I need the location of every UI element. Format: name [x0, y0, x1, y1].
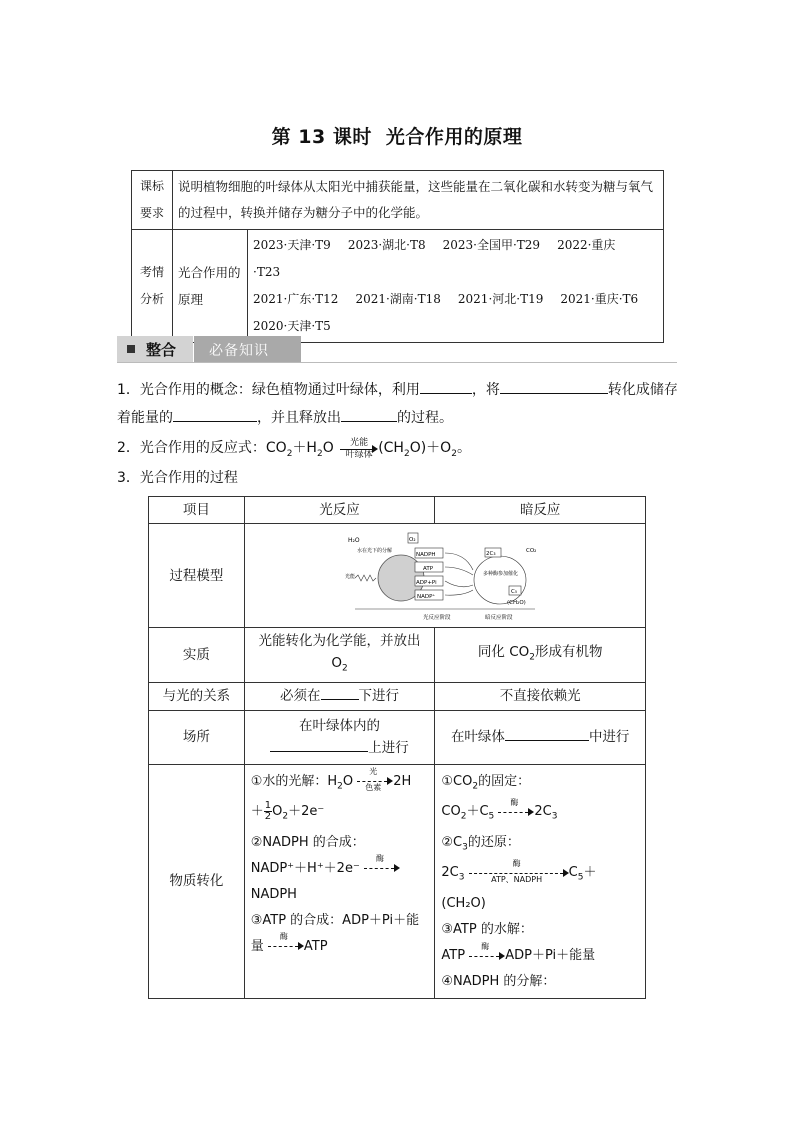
header-item: 项目 — [149, 497, 245, 524]
exam-ref: 2021·重庆·T6 — [560, 292, 639, 306]
matter-light: ①水的光解：$H_2O$ 光 色素 2H ＋ $\frac{1}{2}$ $O_2+2e^-$ ②NADPH 的合成： NADP⁺＋H⁺＋2e⁻ 酶 NADPH ③ATP 的合成：ADP＋Pi＋能 量 酶 ATP — [244, 764, 435, 998]
diagram-stage-dark: 暗反应阶段 — [484, 614, 513, 621]
diagram-water-note: 水在光下的分解 — [356, 547, 392, 554]
curriculum-text: 说明植物细胞的叶绿体从太阳光中捕获能量，这些能量在二氧化碳和水转变为糖与氧气的过程中，转换并储存为糖分子中的化学能。 — [173, 171, 664, 230]
row-label-model: 过程模型 — [149, 524, 245, 628]
row-label-essence: 实质 — [149, 628, 245, 683]
exam-analysis-topic: 光合作用的原理 — [173, 230, 248, 343]
exam-ref: 2023·天津·T9 — [253, 238, 331, 252]
header-light: 光反应 — [244, 497, 435, 524]
exam-refs — [248, 230, 664, 343]
process-diagram-cell — [244, 524, 645, 628]
diagram-light: 光能 — [344, 573, 355, 580]
blank[interactable] — [420, 379, 472, 394]
site-light: 在叶绿体内的 上进行 — [244, 710, 435, 764]
row-label-relation: 与光的关系 — [149, 682, 245, 710]
item-2-equation: 2．光合作用的反应式：$CO_2+H_2O$ 光能 叶绿体 $(CH_2O)+O_2$。 — [117, 438, 471, 460]
diagram-ch2o: (CH₂O) — [506, 599, 526, 606]
info-table — [131, 170, 664, 343]
banner-sub-label: 必备知识 — [209, 343, 269, 359]
banner-right — [194, 336, 301, 362]
relation-light: 必须在 下进行 — [244, 682, 435, 710]
banner-main-label: 整合 — [146, 341, 177, 359]
exam-ref: 2023·全国甲·T29 — [442, 238, 541, 252]
lesson-number: 第 13 课时 — [271, 126, 372, 148]
matter-dark: $①CO_2$的固定： $CO_2+C_5$ 酶 $2C_3$ $②C_3$的还原： $2C_3$ 酶 ATP、NADPH $C_5+$ (CH₂O) ③ATP 的水解： ATP 酶 ADP＋Pi＋能量 ④NADPH 的分解： — [435, 764, 646, 998]
essence-dark: 同化 $CO_2$形成有机物 — [435, 628, 646, 683]
diagram-o2: O₂ — [408, 536, 416, 543]
row-label-site: 场所 — [149, 710, 245, 764]
relation-dark: 不直接依赖光 — [435, 682, 646, 710]
item-1-line-1: 1．光合作用的概念：绿色植物通过叶绿体，利用 ，将 转化成储存 — [117, 379, 678, 401]
banner-square-icon — [127, 345, 135, 353]
diagram-atp: ATP — [422, 565, 433, 572]
diagram-adp: ADP+Pi — [415, 579, 437, 586]
lesson-topic: 光合作用的原理 — [385, 126, 523, 148]
blank[interactable] — [500, 379, 608, 394]
blank[interactable] — [321, 685, 359, 700]
site-dark: 在叶绿体 中进行 — [435, 710, 646, 764]
photosynthesis-diagram — [345, 530, 545, 622]
diagram-enzyme: 多种酶参加催化 — [482, 570, 518, 577]
diagram-nadp: NADP⁺ — [416, 593, 436, 600]
exam-ref: 2021·广东·T12 — [253, 292, 339, 306]
section-banner — [117, 336, 301, 362]
diagram-co2: CO₂ — [525, 547, 537, 554]
blank[interactable] — [173, 407, 257, 422]
blank[interactable] — [270, 737, 368, 752]
diagram-c5: C₅ — [510, 588, 517, 595]
curriculum-label: 课标要求 — [132, 171, 173, 230]
header-dark: 暗反应 — [435, 497, 646, 524]
item-3-heading: 3．光合作用的过程 — [117, 470, 238, 486]
exam-ref: 2021·河北·T19 — [457, 292, 544, 306]
diagram-c3: 2C₃ — [485, 550, 496, 557]
diagram-stage-light: 光反应阶段 — [422, 614, 451, 621]
reaction-arrow: 光能 叶绿体 — [338, 438, 378, 458]
diagram-nadph: NADPH — [415, 551, 436, 558]
blank[interactable] — [341, 407, 397, 422]
exam-analysis-label: 考情分析 — [132, 230, 173, 343]
diagram-h2o: H₂O — [347, 536, 360, 544]
exam-ref: 2020·天津·T5 — [253, 319, 331, 333]
section-rule — [117, 362, 677, 363]
exam-ref: 2022·重庆·T23 — [253, 238, 616, 279]
essence-light: 光能转化为化学能，并放出 $O_2$ — [244, 628, 435, 683]
blank[interactable] — [505, 726, 589, 741]
process-table — [148, 496, 646, 999]
exam-ref: 2023·湖北·T8 — [347, 238, 426, 252]
item-1-line-2: 着能量的 ，并且释放出 的过程。 — [117, 407, 453, 429]
page-title — [0, 122, 794, 149]
exam-ref: 2021·湖南·T18 — [355, 292, 441, 306]
row-label-matter: 物质转化 — [149, 764, 245, 998]
